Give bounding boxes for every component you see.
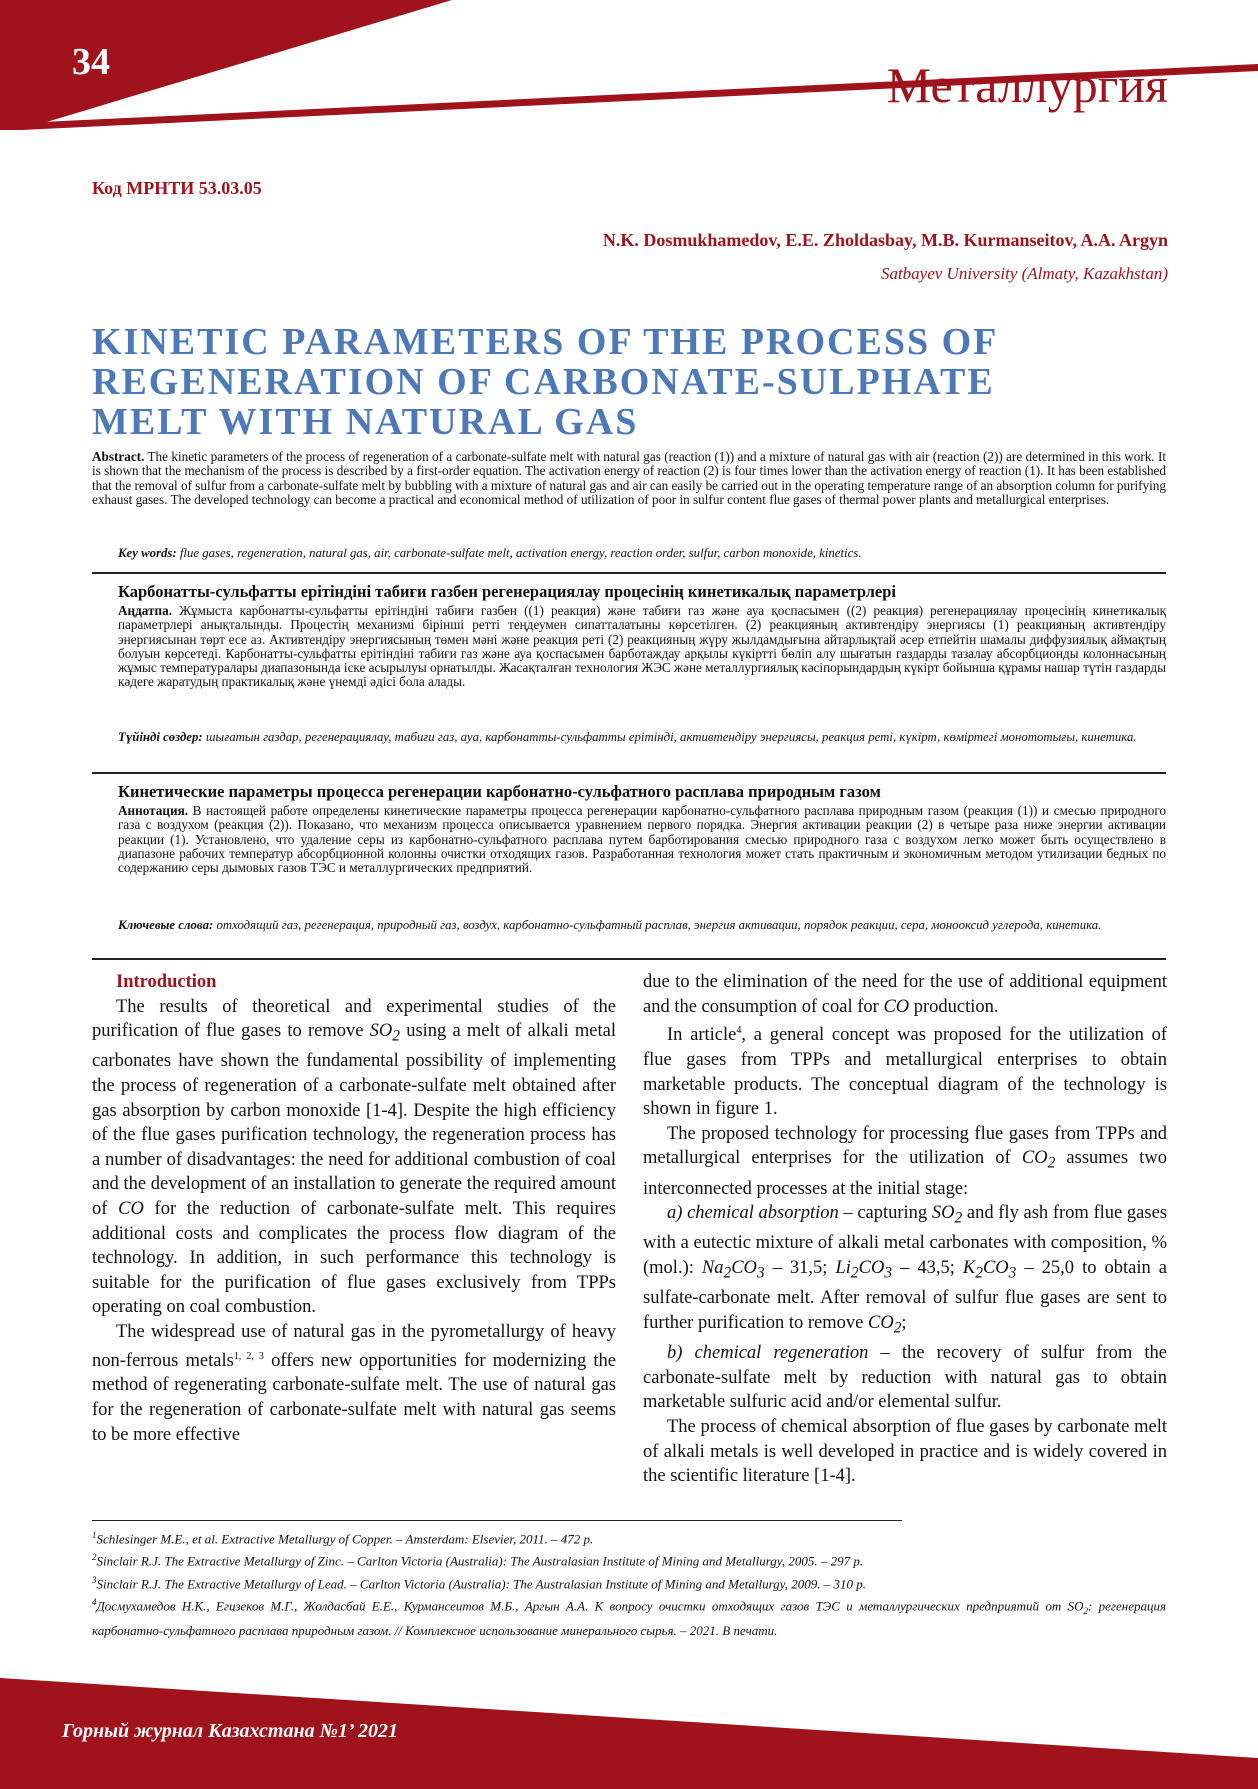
right-paragraph-5: The process of chemical absorption of flue gases by carbonate melt of alkali metals is well developed in practice and is widely covered in the scientific literature [1-4]. — [643, 1417, 1167, 1487]
keywords-en — [118, 546, 1166, 560]
abstract-ru — [118, 804, 1166, 875]
divider-1 — [92, 572, 1166, 574]
title-line-1: KINETIC PARAMETERS OF THE PROCESS OF — [92, 321, 999, 363]
footnote-rule — [92, 1520, 902, 1521]
keywords-ru — [118, 918, 1166, 932]
section-title: Металлургия — [886, 57, 1168, 113]
abstract-kz-text: Жұмыста карбонатты-сульфатты ерітіндіні табиғи газбен ((1) реакция) және табиғи газ және ауа қоспасымен ((2) реакция) регенерациялау процесінің кинетикалық параметрлері анықталынды. Процестің механизмі бірінші ретті теңдеумен сипатталатыны көрсетілген. (2) реакцияның активтендіру энергиясы (1) реакцияның активтендіру энергиясынан төрт есе аз. Активтендіру энергиясының төмен мәні және реакция реті (2) реакцияның жүру жылдамдығына айтарлықтай әсер етпейтін шамалы диффузиялық аймақтың болуын көрсетеді. Карбонатты-сульфатты ерітіндіні табиғи газ және ауа қоспасымен барботаждау арқылы күкіртті бөліп алу шығатын газдарды тазалау абсорбционды колоннасының жұмыс температуралары диапазонында іске асырылуы орнатылды. Жасақталған технология ЖЭС және металлургиялық кәсіпорындардың күкірт бойынша құрамы нашар түтін газдарды кәдеге жаратудың практикалық және үнемді әдісі бола алады. — [118, 603, 1166, 690]
right-paragraph-3: a) chemical absorption – capturing $SO_2$ and fly ash from flue gases with a eutectic mixture of alkali metal carbonates with composition, % (mol.): $Na_2CO_3 - 31,5$; $Li_2CO_3 - 43,5$; $K_2CO_3 - 25,0$ to obtain a sulfate-carbonate melt. After removal of sulfur flue gases are sent to further purification to remove $CO_2$; — [643, 1203, 1168, 1337]
journal-footer: Горный журнал Казахстана №1’ 2021 — [62, 1720, 399, 1742]
abstract-en-text: The kinetic parameters of the process of regeneration of a carbonate-sulfate melt with natural gas (reaction (1)) and a mixture of natural gas with air (reaction (2)) are determined in this work. It is shown that the mechanism of the process is described by a first-order equation. The activation energy of reaction (2) is four times lower than the activation energy of reaction (1). It has been established that the removal of sulfur from a carbonate-sulfate melt by bubbling with a mixture of natural gas and air can easily be carried out in the operating temperature range of an absorption column for purifying exhaust gases. The developed technology can become a practical and economical method of utilization of poor in sulfur content flue gases of thermal power plants and metallurgical enterprises. — [92, 449, 1166, 507]
keywords-en-label: Key words: — [118, 546, 177, 560]
keywords-kz-label: Түйінді сөздер: — [118, 730, 203, 744]
keywords-ru-text: отходящий газ, регенерация, природный газ, воздух, карбонатно-сульфатный расплав, энергия активации, порядок реакции, сера, монооксид углерода, кинетика. — [216, 918, 1102, 932]
abstract-kz — [118, 604, 1166, 690]
body-right-column — [643, 970, 1167, 1489]
footnote-2: $^2$Sinclair R.J. The Extractive Metallurgy of Zinc. – Carlton Victoria (Australia): The Australasian Institute of Mining and Metallurgy, 2005. – 297 p. — [92, 1552, 864, 1569]
abstract-en — [92, 450, 1166, 507]
title-line-2: REGENERATION OF CARBONATE-SULPHATE — [92, 361, 995, 403]
divider-3 — [92, 958, 1166, 960]
right-paragraph-1: In article$^4$, a general concept was proposed for the utilization of flue gases from TPPs and metallurgical enterprises to obtain marketable products. The conceptual diagram of the technology is shown in figure 1. — [643, 1025, 1168, 1120]
kazakh-title: Карбонатты-сульфатты ерітіндіні табиғи газбен регенерациялау процесінің кинетикалық параметрлері — [118, 582, 896, 601]
affiliation: Satbayev University (Almaty, Kazakhstan) — [880, 264, 1168, 283]
abstract-ru-text: В настоящей работе определены кинетические параметры процесса регенерации карбонатно-сульфатного расплава природным газом (реакция (1)) и смесью природного газа с воздухом (реакция (2)). Показано, что механизм процесса описывается уравнением первого порядка. Энергия активации реакции (2) в четыре раза ниже энергии активации реакции (1). Установлено, что удаление серы из карбонатно-сульфатного расплава путем барботирования смесью природного газа с воздухом легко может быть осуществлено в диапазоне рабочих температур абсорбционной колонны очистки отходящих газов. Разработанная технология может стать практичным и экономичным методом утилизации бедных по содержанию серы дымовых газов ТЭС и металлургических предприятий. — [118, 803, 1166, 876]
footnotes — [92, 1526, 1166, 1640]
russian-title: Кинетические параметры процесса регенерации карбонатно-сульфатного расплава природным газом — [118, 782, 881, 801]
mrnti-code: Код МРНТИ 53.03.05 — [92, 178, 262, 198]
title-line-3: MELT WITH NATURAL GAS — [92, 401, 639, 443]
right-paragraph-4: b) chemical regeneration – the recovery of sulfur from the carbonate-sulfate melt by reduction with natural gas to obtain marketable sulfuric acid and/or elemental sulfur. — [643, 1343, 1167, 1413]
footnote-1: $^1$Schlesinger M.E., et al. Extractive Metallurgy of Copper. – Amsterdam: Elsevier, 2011. – 472 p. — [92, 1530, 594, 1547]
abstract-en-label: Abstract. — [92, 449, 145, 464]
intro-heading: Introduction — [116, 972, 217, 992]
divider-2 — [92, 772, 1166, 774]
article-title — [92, 322, 1092, 442]
keywords-ru-label: Ключевые слова: — [118, 918, 214, 932]
keywords-kz — [118, 730, 1166, 744]
intro-paragraph-2: The widespread use of natural gas in the pyrometallurgy of heavy non-ferrous metals$^{1, 2, 3}$ offers new opportunities for modernizing the method of regenerating carbonate-sulfate melt. The use of natural gas for the regeneration of carbonate-sulfate melt with natural gas seems to be more effective — [92, 1322, 617, 1445]
body-left-column — [92, 970, 616, 1447]
authors: N.K. Dosmukhamedov, E.E. Zholdasbay, M.B. Kurmanseitov, A.A. Argyn — [602, 230, 1168, 250]
page-number: 34 — [72, 41, 110, 83]
abstract-kz-label: Аңдатпа. — [118, 603, 173, 618]
footnote-3: $^3$Sinclair R.J. The Extractive Metallurgy of Lead. – Carlton Victoria (Australia): The Australasian Institute of Mining and Metallurgy, 2009. – 310 p. — [92, 1574, 866, 1591]
right-paragraph-0: due to the elimination of the need for the use of additional equipment and the consumption of coal for CO production. — [643, 972, 1167, 1017]
abstract-ru-label: Аннотация. — [118, 803, 189, 818]
intro-paragraph-1: The results of theoretical and experimental studies of the purification of flue gases to remove $SO_2$ using a melt of alkali metal carbonates have shown the fundamental possibility of implementing the process of regeneration of a carbonate-sulfate melt obtained after gas absorption by carbon monoxide [1-4]. Despite the high efficiency of the flue gases purification technology, the regeneration process has a number of disadvantages: the need for additional combustion of coal and the development of an installation to generate the required amount of CO for the reduction of carbonate-sulfate melt. This requires additional costs and complicates the process flow diagram of the technology. In addition, in such performance this technology is suitable for the purification of flue gases exclusively from TPPs operating on coal combustion. — [92, 996, 616, 1318]
footnote-4: $^4$Досмухамедов Н.К., Егизеков М.Г., Жолдасбай Е.Е., Курмансеитов М.Б., Аргын А.А. К вопросу очистки отходящих газов ТЭС и металлургических предприятий от $SO_2$: регенерация карбонатно-сульфатного расплава природным газом. // Комплексное использование минерального сырья. – 2021. В печати. — [92, 1596, 1167, 1638]
keywords-en-text: flue gases, regeneration, natural gas, air, carbonate-sulfate melt, activation energy, reaction order, sulfur, carbon monoxide, kinetics. — [179, 546, 862, 560]
right-paragraph-2: The proposed technology for processing flue gases from TPPs and metallurgical enterprises for the utilization of $CO_2$ assumes two interconnected processes at the initial stage: — [643, 1123, 1167, 1199]
keywords-kz-text: шығатын газдар, регенерациялау, табиғи газ, ауа, карбонатты-сульфатты ерітінді, активтендіру энергиясы, реакция реті, күкірт, көміртегі монототығы, кинетика. — [205, 730, 1137, 744]
